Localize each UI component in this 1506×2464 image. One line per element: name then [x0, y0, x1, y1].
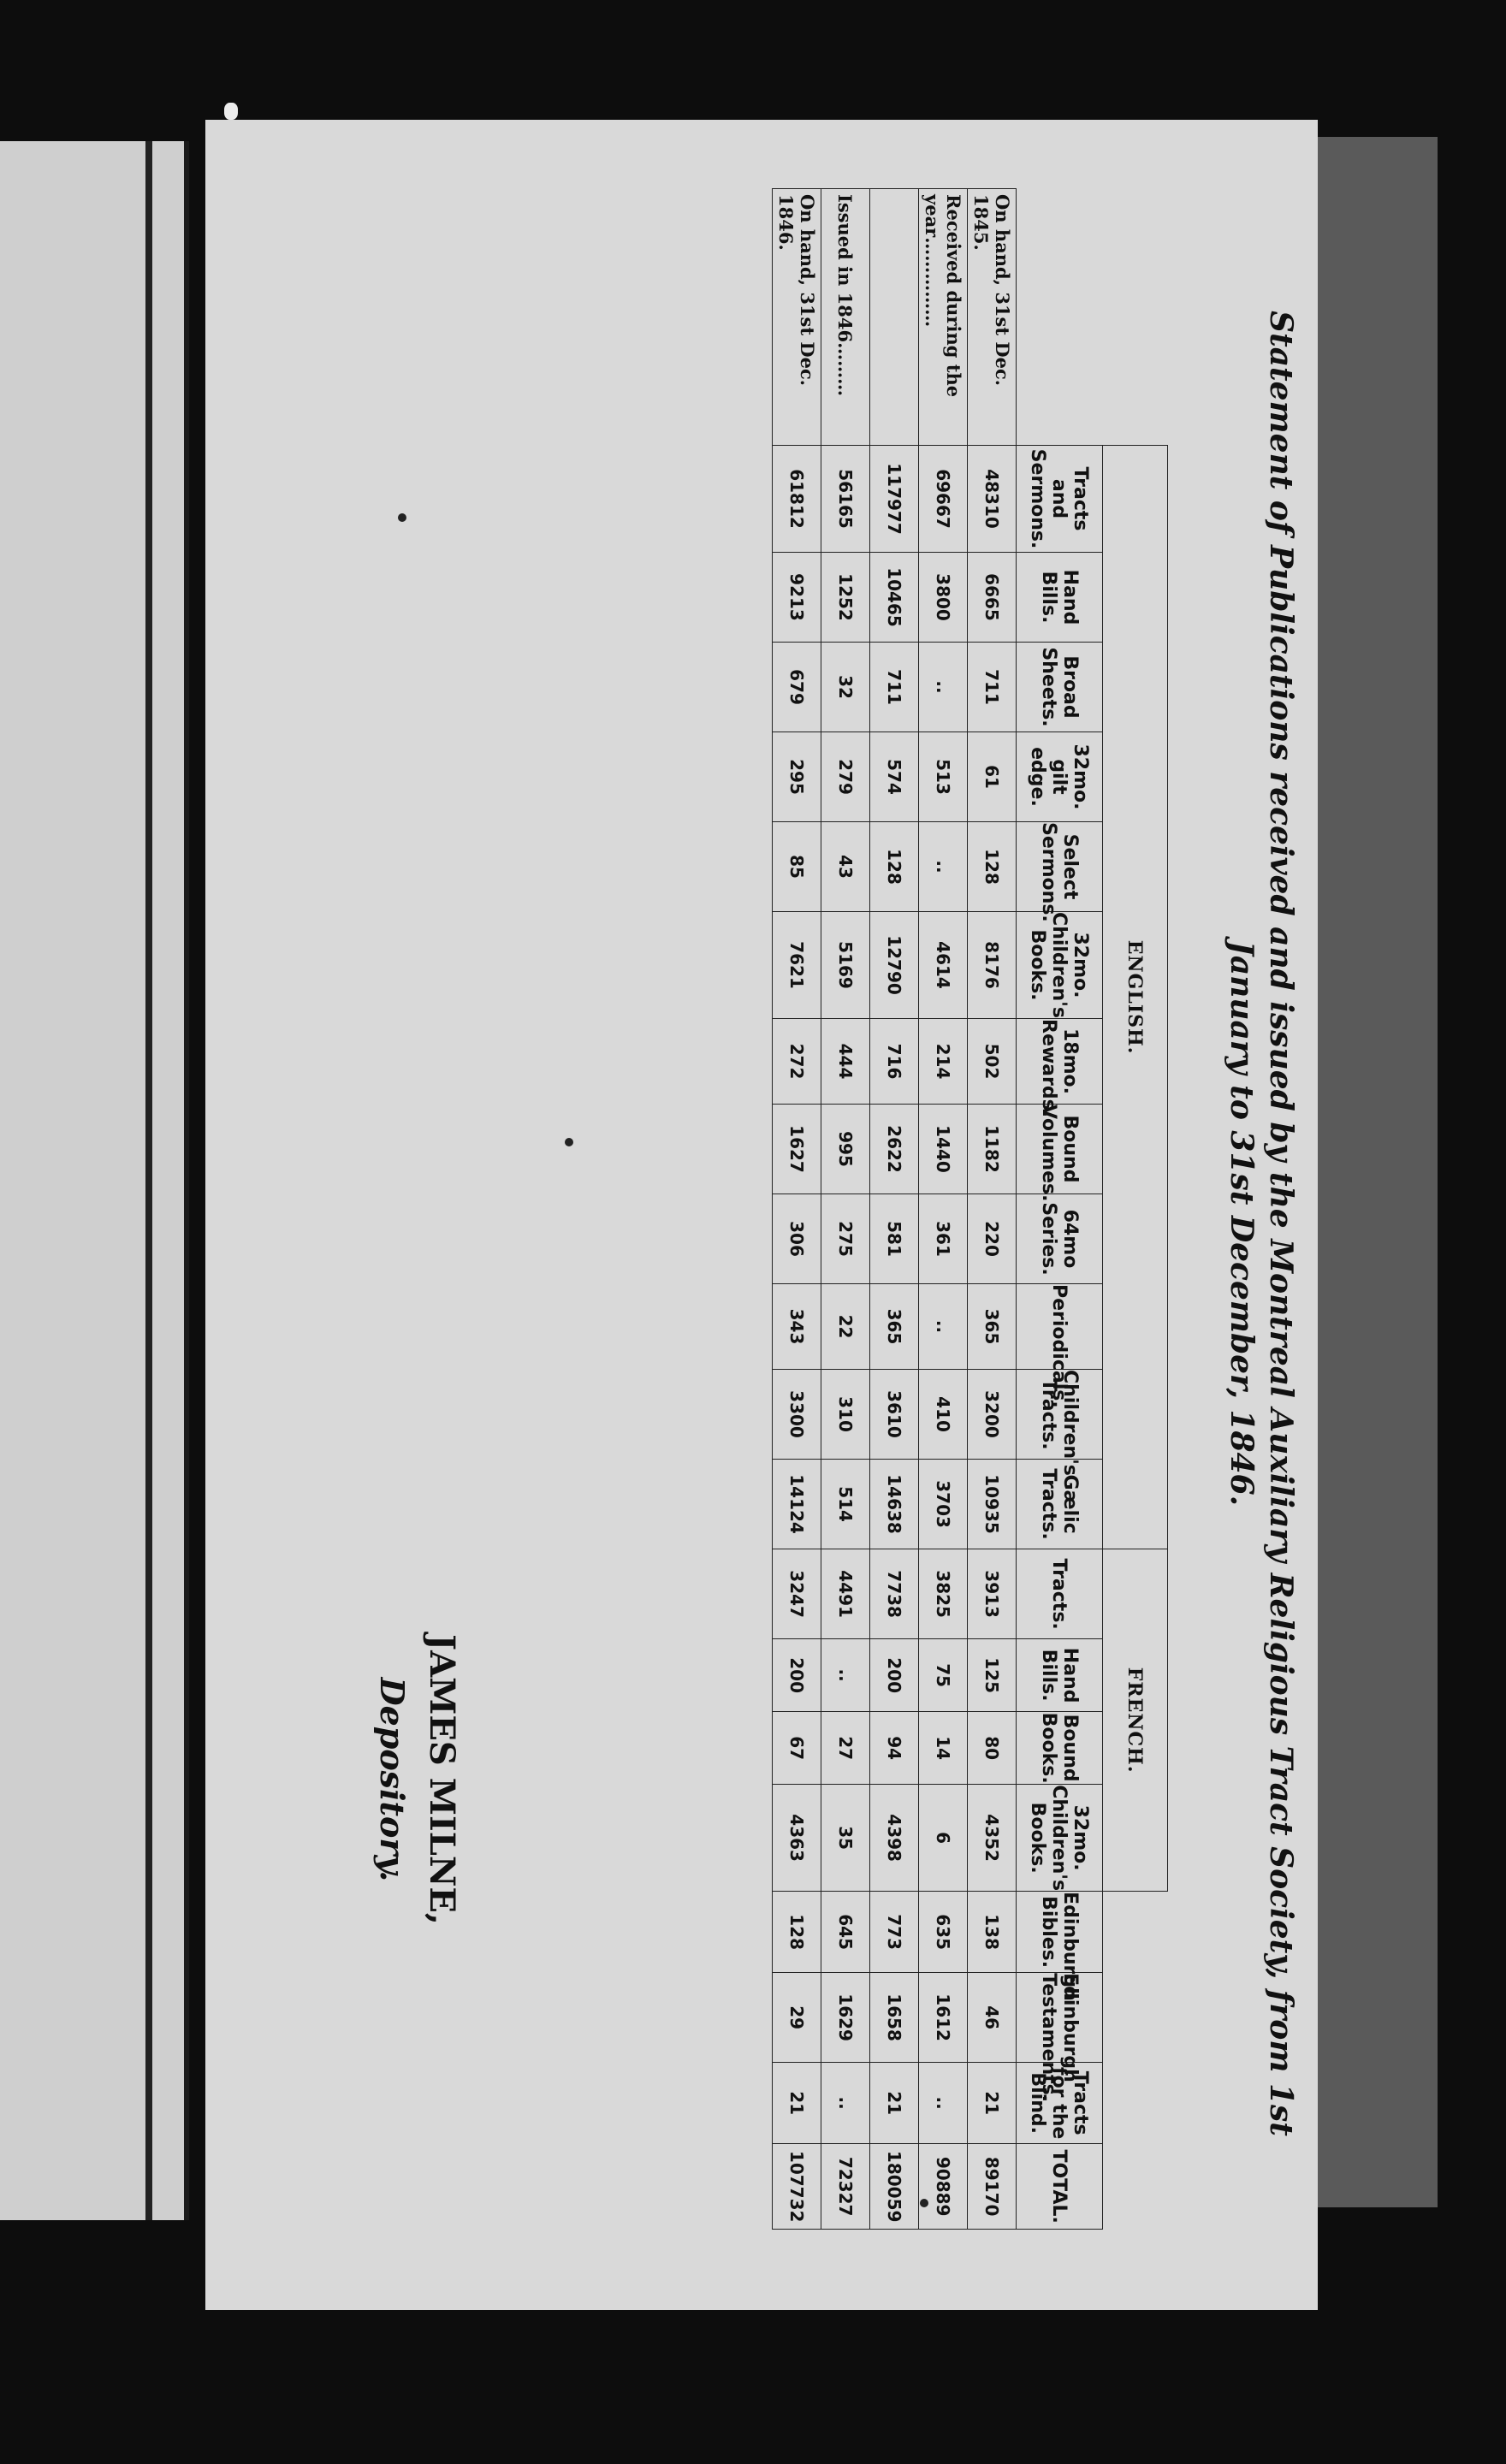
- table-cell: 1440: [919, 1105, 968, 1194]
- table-cell: 32: [821, 643, 870, 732]
- col-header: Hand Bills.: [1017, 1639, 1103, 1712]
- table-cell: 21: [773, 2063, 821, 2144]
- table-cell: 3247: [773, 1549, 821, 1639]
- row-label: On hand, 31st Dec. 1845.: [968, 189, 1017, 446]
- table-cell: 4398: [870, 1785, 919, 1892]
- corner-cell: [1103, 189, 1168, 446]
- table-cell: 1252: [821, 553, 870, 643]
- table-row: [968, 189, 1017, 2230]
- table-cell: ..: [919, 822, 968, 912]
- table-cell: 1658: [870, 1973, 919, 2063]
- table-cell: 3300: [773, 1370, 821, 1460]
- table-cell: 128: [870, 822, 919, 912]
- col-header: Edinburgh Testaments.: [1017, 1973, 1103, 2063]
- table-cell: ..: [821, 2063, 870, 2144]
- table-cell: 3825: [919, 1549, 968, 1639]
- table-cell: 200: [773, 1639, 821, 1712]
- row-label: On hand, 31st Dec. 1846.: [773, 189, 821, 446]
- table-cell: 1182: [968, 1105, 1017, 1194]
- table-cell: 75: [919, 1639, 968, 1712]
- facing-page-edge-rule: [145, 141, 152, 2220]
- signature-role: Depository.: [373, 1677, 412, 1882]
- table-row: [821, 189, 870, 2230]
- signature-name: JAMES MILNE,: [422, 1634, 462, 1925]
- table-cell: 80: [968, 1712, 1017, 1785]
- table-cell: 1627: [773, 1105, 821, 1194]
- table-cell: 14: [919, 1712, 968, 1785]
- table-cell: 200: [870, 1639, 919, 1712]
- table-cell: 995: [821, 1105, 870, 1194]
- table-cell: 773: [870, 1892, 919, 1973]
- table-cell: 14638: [870, 1460, 919, 1549]
- page-dot: [920, 2199, 928, 2207]
- table-cell: 61: [968, 732, 1017, 822]
- table-cell: 128: [773, 1892, 821, 1973]
- table-row: [919, 189, 968, 2230]
- table-cell: 272: [773, 1019, 821, 1105]
- row-label: Issued in 1846………: [821, 189, 870, 446]
- table-cell: 138: [968, 1892, 1017, 1973]
- table-cell: 3610: [870, 1370, 919, 1460]
- table-cell: 220: [968, 1194, 1017, 1284]
- col-header: Bound Books.: [1017, 1712, 1103, 1785]
- language-header-row: [1103, 189, 1168, 2230]
- table-cell: 716: [870, 1019, 919, 1105]
- table-cell: 574: [870, 732, 919, 822]
- table-cell: 14124: [773, 1460, 821, 1549]
- col-header: Select Sermons.: [1017, 822, 1103, 912]
- col-header: Bound Volumes.: [1017, 1105, 1103, 1194]
- col-header: Hand Bills.: [1017, 553, 1103, 643]
- table-cell: 645: [821, 1892, 870, 1973]
- table-cell: 6665: [968, 553, 1017, 643]
- col-header: Tracts for the Blind.: [1017, 2063, 1103, 2144]
- table-cell: 635: [919, 1892, 968, 1973]
- table-cell: 29: [773, 1973, 821, 2063]
- table-cell: 3913: [968, 1549, 1017, 1639]
- page-title: Statement of Publications received and issued by the Montreal Auxiliary Religious Tract Society, from 1st January to 31st December, 1846.: [1224, 311, 1299, 2136]
- table-cell: 365: [968, 1284, 1017, 1370]
- table-cell: 117977: [870, 446, 919, 553]
- table-cell: 4491: [821, 1549, 870, 1639]
- table-cell: 5169: [821, 912, 870, 1019]
- table-cell: 4614: [919, 912, 968, 1019]
- col-header: 32mo. Children's Books.: [1017, 912, 1103, 1019]
- table-cell: 3200: [968, 1370, 1017, 1460]
- facing-page: [0, 141, 189, 2220]
- table-cell: 365: [870, 1284, 919, 1370]
- other-group-spacer: [1103, 1892, 1168, 2144]
- table-cell: 85: [773, 822, 821, 912]
- document-page: [205, 120, 1318, 2310]
- col-header: 64mo Series.: [1017, 1194, 1103, 1284]
- table-cell: 35: [821, 1785, 870, 1892]
- table-cell: 46: [968, 1973, 1017, 2063]
- page-dot: [398, 513, 406, 522]
- table-cell: 48310: [968, 446, 1017, 553]
- table-cell: ..: [919, 643, 968, 732]
- table-cell: 444: [821, 1019, 870, 1105]
- table-cell: 581: [870, 1194, 919, 1284]
- col-header: 32mo. Children's Books.: [1017, 1785, 1103, 1892]
- table-cell: 1629: [821, 1973, 870, 2063]
- table-cell: 3703: [919, 1460, 968, 1549]
- table-cell: 410: [919, 1370, 968, 1460]
- row-label: [870, 189, 919, 446]
- table-cell: 275: [821, 1194, 870, 1284]
- book-edge: [1318, 137, 1438, 2207]
- page-speck: [224, 103, 238, 120]
- table-cell: ..: [919, 2063, 968, 2144]
- table-cell: 89170: [968, 2144, 1017, 2230]
- table-cell: 12790: [870, 912, 919, 1019]
- table-row: [773, 189, 821, 2230]
- col-header: Tracts and Sermons.: [1017, 446, 1103, 553]
- table-cell: 128: [968, 822, 1017, 912]
- table-cell: 4363: [773, 1785, 821, 1892]
- publications-table: [772, 188, 1168, 2230]
- table-cell: 279: [821, 732, 870, 822]
- page-dot: [565, 1138, 573, 1146]
- col-header: Children's Tracts.: [1017, 1370, 1103, 1460]
- table-cell: 295: [773, 732, 821, 822]
- table-cell: 72327: [821, 2144, 870, 2230]
- col-header: 32mo. gilt edge.: [1017, 732, 1103, 822]
- table-cell: 94: [870, 1712, 919, 1785]
- row-label: Received during the year……………: [919, 189, 968, 446]
- col-header: Broad Sheets.: [1017, 643, 1103, 732]
- table-cell: 90889: [919, 2144, 968, 2230]
- col-header: TOTAL.: [1017, 2144, 1103, 2230]
- col-header: 18mo. Rewards.: [1017, 1019, 1103, 1105]
- signature-block: [373, 1549, 462, 2011]
- table-cell: 513: [919, 732, 968, 822]
- corner-cell-2: [1017, 189, 1103, 446]
- table-row: [870, 189, 919, 2230]
- table-cell: 711: [870, 643, 919, 732]
- table-cell: 514: [821, 1460, 870, 1549]
- col-header: Periodicals.: [1017, 1284, 1103, 1370]
- table-cell: 107732: [773, 2144, 821, 2230]
- table-cell: 310: [821, 1370, 870, 1460]
- table-cell: 22: [821, 1284, 870, 1370]
- table-cell: 61812: [773, 446, 821, 553]
- english-group-header: ENGLISH.: [1103, 446, 1168, 1549]
- table-cell: 67: [773, 1712, 821, 1785]
- table-cell: 343: [773, 1284, 821, 1370]
- table-cell: 21: [870, 2063, 919, 2144]
- table-cell: 43: [821, 822, 870, 912]
- table-cell: 3800: [919, 553, 968, 643]
- table-cell: 214: [919, 1019, 968, 1105]
- table-cell: 2622: [870, 1105, 919, 1194]
- table-body: [773, 189, 1017, 2230]
- table-cell: 21: [968, 2063, 1017, 2144]
- table-cell: 502: [968, 1019, 1017, 1105]
- table-cell: 306: [773, 1194, 821, 1284]
- table-cell: 10465: [870, 553, 919, 643]
- col-header: Gælic Tracts.: [1017, 1460, 1103, 1549]
- table-cell: ..: [821, 1639, 870, 1712]
- table-cell: 6: [919, 1785, 968, 1892]
- col-header: Tracts.: [1017, 1549, 1103, 1639]
- table-cell: 125: [968, 1639, 1017, 1712]
- table-cell: 69667: [919, 446, 968, 553]
- table-cell: 10935: [968, 1460, 1017, 1549]
- table-cell: 679: [773, 643, 821, 732]
- table-cell: 27: [821, 1712, 870, 1785]
- table-cell: 56165: [821, 446, 870, 553]
- table-cell: 361: [919, 1194, 968, 1284]
- table-cell: 711: [968, 643, 1017, 732]
- table-cell: ..: [919, 1284, 968, 1370]
- col-header: Edinburgh Bibles.: [1017, 1892, 1103, 1973]
- category-header-row: [1017, 189, 1103, 2230]
- table-cell: 1612: [919, 1973, 968, 2063]
- rotated-content: [205, 137, 1318, 2301]
- table-cell: 7621: [773, 912, 821, 1019]
- table-cell: 4352: [968, 1785, 1017, 1892]
- table-cell: 180059: [870, 2144, 919, 2230]
- table-cell: 7738: [870, 1549, 919, 1639]
- table-cell: 8176: [968, 912, 1017, 1019]
- french-group-header: FRENCH.: [1103, 1549, 1168, 1892]
- table-cell: 9213: [773, 553, 821, 643]
